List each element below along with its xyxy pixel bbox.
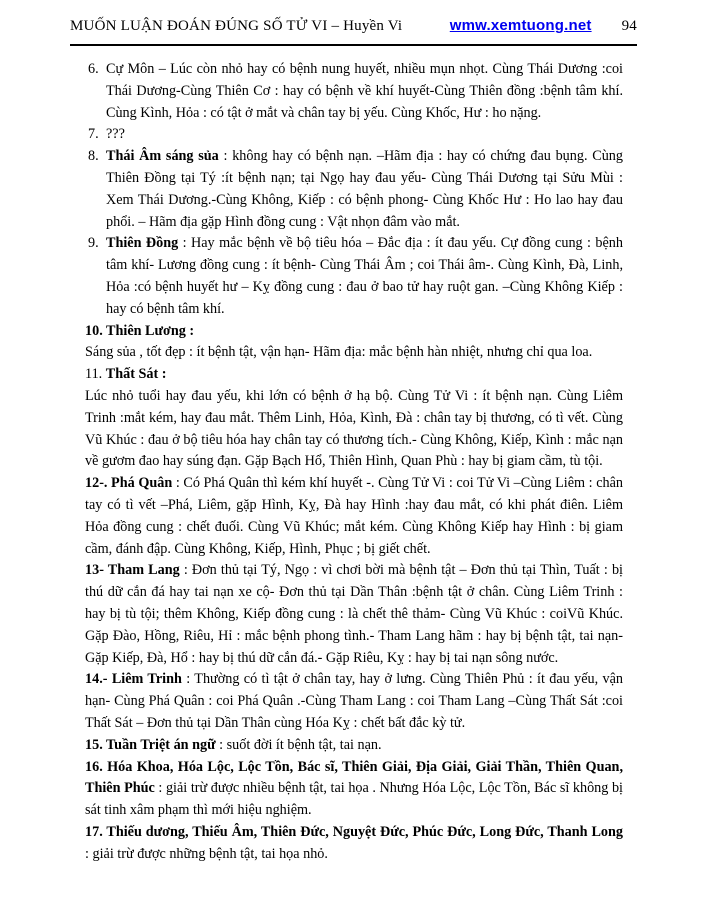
paragraph [85, 473, 623, 560]
document-body [85, 59, 623, 865]
page-number: 94 [621, 18, 637, 34]
site-link[interactable]: wmw.xemtuong.net [449, 17, 592, 34]
bold-text: 13- Tham Lang [85, 562, 180, 579]
list-item [85, 146, 623, 233]
list-item-number: 9. [88, 235, 99, 252]
bold-text: 15. Tuần Triệt án ngữ [85, 736, 216, 753]
body-text: Cự Môn – Lúc còn nhỏ hay có bệnh nung huyết, nhiều mụn nhọt. Cùng Thái Dương :coi Thái Dương-Cùng Thiên Cơ : hay có bệnh về khí huyết-Cùng Thiên đồng :bệnh tâm khí. Cùng Kình, Hỏa : có tật ở mắt và chân tay bị yếu. Cùng Khốc, Hư : ho nặng. [106, 61, 623, 121]
bold-text: 16. Hóa Khoa, Hóa Lộc, Lộc Tồn, Bác sĩ, Thiên Giải, Địa Giải, Giải Thần, Thiên Quan, Thiên Phúc [85, 758, 623, 797]
paragraph [85, 321, 623, 343]
list-item-number: 6. [88, 61, 99, 77]
body-text: : giải trừ được những bệnh tật, tai họa nhỏ. [85, 845, 328, 862]
bold-text: Thất Sát : [105, 366, 167, 383]
paragraph [85, 560, 623, 669]
paragraph [85, 386, 623, 473]
paragraph [85, 669, 623, 734]
paragraph [85, 757, 623, 822]
page-header [70, 17, 637, 35]
list-item [85, 59, 623, 124]
list-item-text [106, 124, 623, 146]
list-item-number: 7. [88, 126, 99, 143]
bold-text: Thái Âm sáng sủa [106, 148, 219, 165]
paragraph [85, 735, 623, 757]
document-title: MUỐN LUẬN ĐOÁN ĐÚNG SỐ TỬ VI – Huyền Vi [70, 18, 403, 34]
paragraph [85, 364, 623, 386]
bold-text: 12-. Phá Quân [85, 475, 173, 492]
body-text: ??? [106, 126, 125, 143]
body-text: : Có Phá Quân thì kém khí huyết -. Cùng Tử Vi : coi Tử Vi –Cùng Liêm : chân tay có tì vết –Phá, Liêm, gặp Hình, Kỵ, Đà hay Hình :hay đau mắt, có khi phát điên. Liêm Hỏa đồng cung : chết đuối. Cùng Vũ Khúc; mắt kém. Cùng Không Kiếp hay Hình : bị giam cầm, đánh đập. Cùng Không, Kiếp, Hình, Phục ; bị giết chết. [85, 475, 623, 557]
body-text: : giải trừ được nhiều bệnh tật, tai họa . Nhưng Hóa Lộc, Lộc Tồn, Bác sĩ không bị sát tinh xâm phạm thì mới hiệu nghiệm. [85, 780, 623, 819]
list-item-text [106, 146, 623, 233]
body-text: Sáng sủa , tốt đẹp : ít bệnh tật, vận hạn- Hãm địa: mắc bệnh hàn nhiệt, nhưng chỉ qua loa. [85, 344, 593, 361]
paragraph [85, 342, 623, 364]
body-text: : không hay có bệnh nạn. –Hãm địa : hay có chứng đau bụng. Cùng Thiên Đồng tại Tý :ít bệnh nạn; tại Ngọ hay đau yếu- Cùng Thái Dương tại Sửu Mùi : Xem Thái Dương.-Cùng Không, Kiếp : có bệnh phong- Cùng Khốc Hư : Ho lao hay đau phổi. – Hãm địa gặp Hình đồng cung : Vật nhọn đâm vào mắt. [106, 148, 623, 230]
body-text: 11. [85, 366, 106, 383]
body-text: : Đơn thủ tại Tý, Ngọ : vì chơi bời mà bệnh tật – Đơn thủ tại Thìn, Tuất : bị thú dữ cắn đá hay tai nạn xe cộ- Đơn thủ tại Dần Thân :bệnh tật ở chân. Cùng Liêm Trinh : hay bị tù tội; thêm Không, Kiếp đồng cung : là chết thê thảm- Cùng Vũ Khúc : coiVũ Khúc. Gặp Đào, Hồng, Riêu, Hỉ : mắc bệnh phong tình.- Tham Lang hãm : hay bị bệnh tật, tai nạn- Gặp Kiếp, Đà, Hổ : hay bị thú dữ cắn đá.- Gặp Riêu, Kỵ : hay bị tai nạn sông nước. [85, 562, 623, 666]
paragraph [85, 822, 623, 866]
body-text: : suốt đời ít bệnh tật, tai nạn. [215, 736, 382, 753]
list-item [85, 233, 623, 320]
list-item-number: 8. [88, 148, 99, 165]
list-item [85, 124, 623, 146]
bold-text: 14.- Liêm Trinh [85, 671, 182, 688]
header-right [450, 17, 637, 35]
list-item-text [106, 233, 623, 320]
header-rule [70, 44, 637, 46]
bold-text: Thiên Đồng [106, 235, 179, 252]
body-text: : Thường có tì tật ở chân tay, hay ở lưng. Cùng Thiên Phủ : ít đau yếu, vận hạn- Cùng Phá Quân : coi Phá Quân .-Cùng Tham Lang : coi Tham Lang –Cùng Thất Sát :coi Thất Sát – Đơn thủ tại Dần Thân cùng Hóa Kỵ : chết bất đắc kỳ tử. [85, 671, 624, 731]
body-text: : Hay mắc bệnh về bộ tiêu hóa – Đắc địa : ít đau yếu. Cự đồng cung : bệnh tâm khí- Lương đồng cung : ít bệnh- Cùng Thái Âm ; coi Thái âm-. Cùng Kình, Đà, Linh, Hỏa :có bệnh huyết hư – Kỵ đồng cung : đau ở bao tử hay ruột gan. –Cùng Không Kiếp : hay có bệnh tâm khí. [106, 235, 623, 317]
bold-text: 10. Thiên Lương : [85, 322, 195, 339]
bold-text: 17. Thiếu dương, Thiếu Âm, Thiên Đức, Nguyệt Đức, Phúc Đức, Long Đức, Thanh Long [85, 823, 623, 840]
body-text: Lúc nhỏ tuổi hay đau yếu, khi lớn có bệnh ở hạ bộ. Cùng Tử Vi : ít bệnh nạn. Cùng Liêm Trinh :mắt kém, hay đau mắt. Thêm Linh, Hỏa, Kình, Đà : chân tay bị thương, có tì vết. Cùng Vũ Khúc : đau ở bộ tiêu hóa hay chân tay có thương tích.- Cùng Không, Kiếp, Kình : mắc nạn về gươm đao hay súng đạn. Gặp Bạch Hổ, Thiên Hình, Quan Phù : hay bị giam cầm, tù tội. [85, 387, 623, 470]
list-item-text [106, 59, 623, 124]
